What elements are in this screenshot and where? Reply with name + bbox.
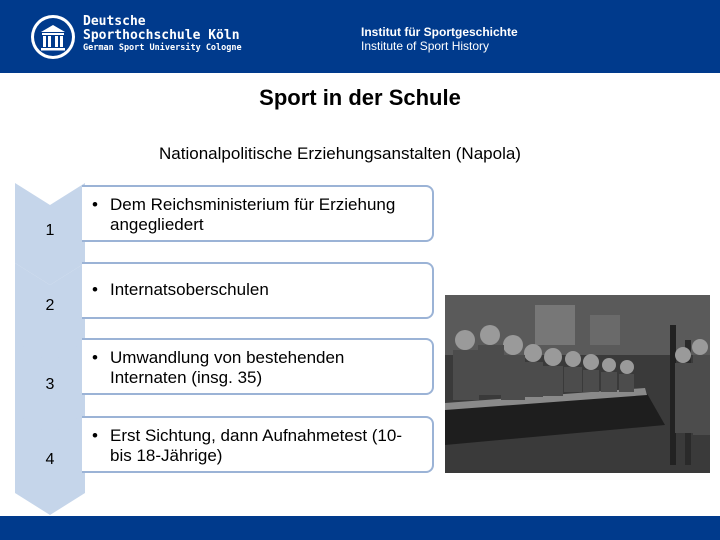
footer-bar	[0, 516, 720, 540]
university-building-icon	[30, 14, 76, 60]
logo-line-2: Sporthochschule Köln	[83, 27, 240, 43]
logo-line-3: German Sport University Cologne	[83, 43, 242, 54]
historical-photo	[445, 295, 710, 473]
step-chevron-4	[15, 413, 85, 525]
step-chevrons	[15, 183, 85, 503]
logo-line-1: Deutsche	[83, 14, 146, 29]
step-number-4: 4	[45, 451, 55, 468]
slide-subtitle: Nationalpolitische Erziehungsanstalten (Napola)	[159, 144, 521, 163]
list-item-2	[82, 262, 434, 319]
institute-name-en: Institute of Sport History	[361, 39, 490, 53]
bullet-4: •	[92, 426, 98, 445]
item-text-2: Internatsoberschulen	[110, 280, 269, 299]
list-item-1	[82, 185, 434, 242]
header-bar	[0, 0, 720, 73]
list-item-3	[82, 338, 434, 395]
university-logo-text	[83, 15, 242, 53]
institute-name-de: Institut für Sportgeschichte	[361, 25, 518, 39]
institute-name	[361, 25, 518, 53]
item-text-4: Erst Sichtung, dann Aufnahmetest (10- bis 18-Jährige)	[110, 426, 403, 465]
step-number-2: 2	[45, 297, 55, 314]
item-text-1: Dem Reichsministerium für Erziehung angegliedert	[110, 195, 396, 234]
slide-title: Sport in der Schule	[259, 85, 461, 110]
step-number-3: 3	[45, 376, 55, 393]
bullet-1: •	[92, 195, 98, 214]
photo-illustration	[445, 295, 710, 473]
bullet-2: •	[92, 280, 98, 299]
item-text-3: Umwandlung von bestehenden Internaten (insg. 35)	[110, 348, 345, 387]
list-item-4	[82, 416, 434, 473]
bullet-3: •	[92, 348, 98, 367]
step-number-1: 1	[45, 222, 55, 239]
